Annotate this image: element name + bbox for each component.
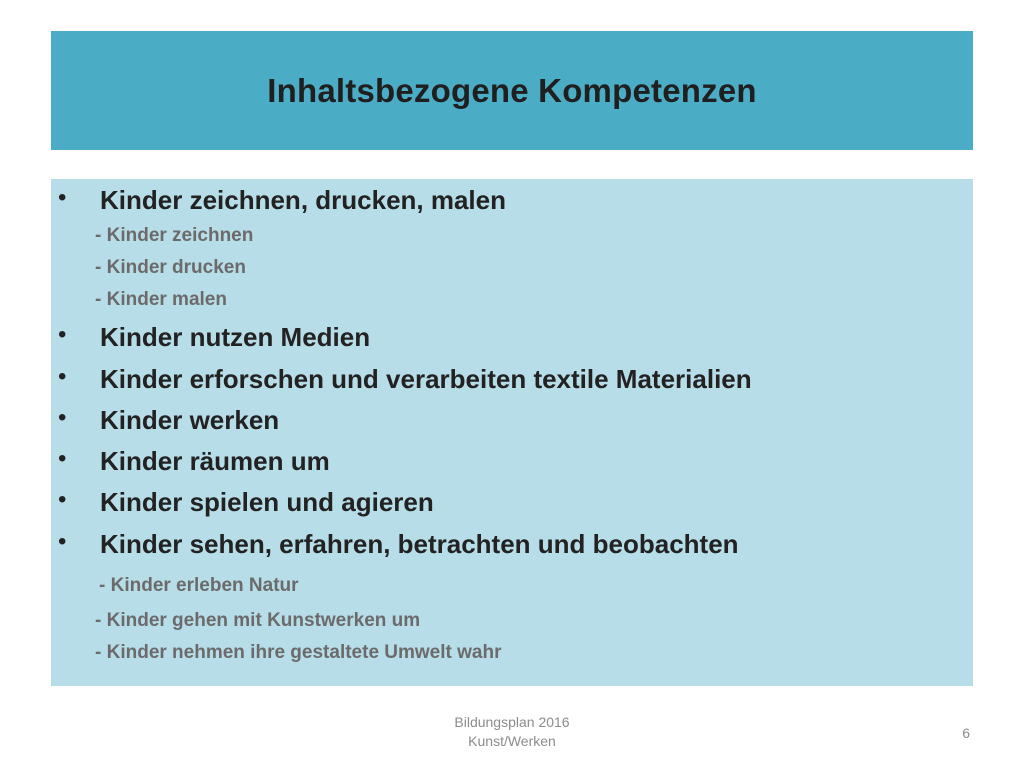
list-item-sub: - Kinder erleben Natur — [99, 575, 299, 596]
bullet-glyph: • — [58, 363, 67, 390]
title-bar — [51, 31, 973, 150]
bullet-glyph: • — [58, 321, 67, 348]
bullet-glyph: • — [58, 528, 67, 555]
footer-line-1: Bildungsplan 2016 — [454, 714, 570, 730]
list-item-main: Kinder spielen und agieren — [100, 487, 434, 517]
footer-line-2: Kunst/Werken — [468, 733, 556, 749]
list-item-sub: - Kinder drucken — [95, 257, 246, 278]
list-item-sub: - Kinder malen — [95, 289, 227, 310]
page-number: 6 — [962, 725, 970, 741]
list-item-main: Kinder zeichnen, drucken, malen — [100, 185, 506, 215]
slide-title: Inhaltsbezogene Kompetenzen — [267, 71, 757, 109]
list-item-main: Kinder nutzen Medien — [100, 322, 371, 352]
footer-text — [412, 713, 612, 751]
list-item-main: Kinder räumen um — [100, 446, 330, 476]
list-item-sub: - Kinder zeichnen — [95, 225, 254, 246]
list-item-main: Kinder sehen, erfahren, betrachten und beobachten — [100, 529, 739, 559]
bullet-glyph: • — [58, 486, 67, 513]
bullet-glyph: • — [58, 404, 67, 431]
list-item-main: Kinder werken — [100, 405, 280, 435]
bullet-glyph: • — [58, 184, 67, 211]
list-item-main: Kinder erforschen und verarbeiten textile Materialien — [100, 364, 752, 394]
content-box — [51, 179, 973, 686]
list-item-sub: - Kinder nehmen ihre gestaltete Umwelt wahr — [95, 642, 502, 663]
list-item-sub: - Kinder gehen mit Kunstwerken um — [95, 610, 421, 631]
bullet-glyph: • — [58, 445, 67, 472]
